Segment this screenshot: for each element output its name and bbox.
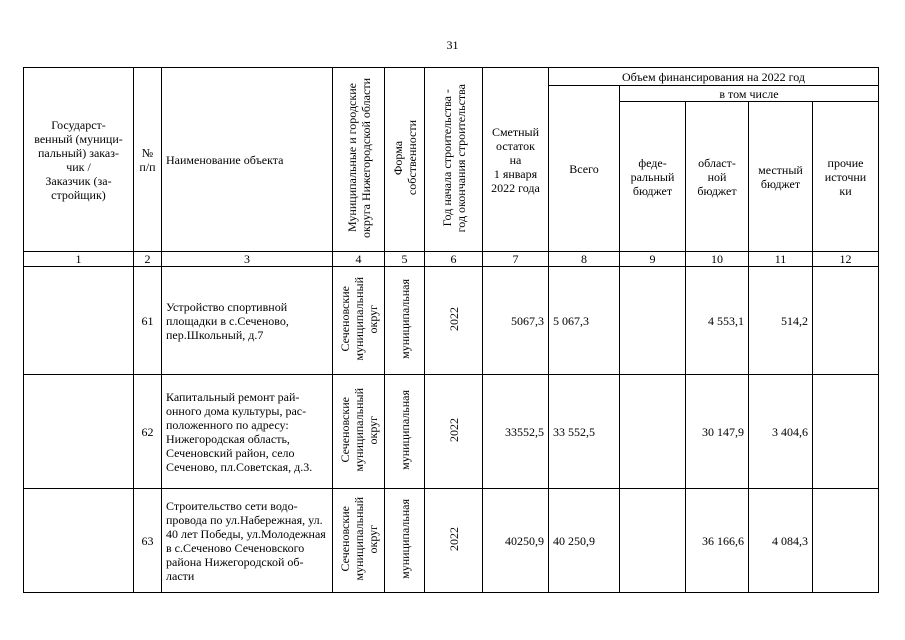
cell-municipality: Сеченовские муниципальный округ: [333, 489, 385, 593]
header-years: Год начала строительства - год окончания строительства: [425, 68, 483, 252]
cell-ownership: муниципальная: [385, 267, 425, 375]
table-row: [24, 375, 879, 489]
cell-total: 33 552,5: [549, 375, 620, 489]
cell-other: [813, 375, 879, 489]
cell-num: 62: [134, 375, 162, 489]
page-number: 31: [446, 38, 459, 52]
cell-balance: 40250,9: [483, 489, 549, 593]
col-num: 7: [483, 252, 549, 267]
cell-regional: 36 166,6: [686, 489, 749, 593]
cell-years: 2022: [425, 267, 483, 375]
cell-local: 4 084,3: [749, 489, 813, 593]
cell-ownership: муниципальная: [385, 489, 425, 593]
cell-municipality: Сеченовские муниципальный округ: [333, 267, 385, 375]
header-other: прочие источни ки: [813, 102, 879, 252]
cell-municipality: Сеченовские муниципальный округ: [333, 375, 385, 489]
header-num: № п/п: [134, 68, 162, 252]
cell-object-name: Строительство сети водо-провода по ул.Набережная, ул. 40 лет Победы, ул.Молодежная в с.Сеченово Сеченовского района Нижегородской об-ласти: [162, 489, 333, 593]
header-object-name: Наименование объекта: [162, 68, 333, 252]
cell-num: 63: [134, 489, 162, 593]
col-num: 8: [549, 252, 620, 267]
cell-num: 61: [134, 267, 162, 375]
col-num: 6: [425, 252, 483, 267]
header-federal: феде- ральный бюджет: [620, 102, 686, 252]
cell-ownership: муниципальная: [385, 375, 425, 489]
col-num: 4: [333, 252, 385, 267]
cell-years: 2022: [425, 375, 483, 489]
cell-regional: 4 553,1: [686, 267, 749, 375]
cell-object-name: Капитальный ремонт рай-онного дома культуры, рас-положенного по адресу: Нижегородская область, Сеченовский район, село Сеченово, пл.Советская, д.3.: [162, 375, 333, 489]
header-including: в том числе: [620, 86, 879, 102]
header-local: местный бюджет: [749, 102, 813, 252]
table-row: [24, 489, 879, 593]
header-funding-group: Объем финансирования на 2022 год: [549, 68, 879, 86]
cell-federal: [620, 489, 686, 593]
cell-years: 2022: [425, 489, 483, 593]
col-num: 11: [749, 252, 813, 267]
header-customer: Государст- венный (муници- пальный) заказ- чик / Заказчик (за- стройщик): [24, 68, 134, 252]
col-num: 10: [686, 252, 749, 267]
cell-total: 40 250,9: [549, 489, 620, 593]
header-ownership: Форма собственности: [385, 68, 425, 252]
cell-balance: 33552,5: [483, 375, 549, 489]
col-num: 3: [162, 252, 333, 267]
col-num: 1: [24, 252, 134, 267]
cell-other: [813, 267, 879, 375]
cell-object-name: Устройство спортивной площадки в с.Сеченово, пер.Школьный, д.7: [162, 267, 333, 375]
cell-other: [813, 489, 879, 593]
cell-balance: 5067,3: [483, 267, 549, 375]
header-regional: област- ной бюджет: [686, 102, 749, 252]
col-num: 9: [620, 252, 686, 267]
cell-customer: [24, 375, 134, 489]
col-num: 5: [385, 252, 425, 267]
cell-federal: [620, 375, 686, 489]
cell-regional: 30 147,9: [686, 375, 749, 489]
col-num: 12: [813, 252, 879, 267]
cell-total: 5 067,3: [549, 267, 620, 375]
cell-local: 514,2: [749, 267, 813, 375]
header-total: Всего: [549, 86, 620, 252]
cell-customer: [24, 267, 134, 375]
financing-table: [23, 67, 879, 593]
cell-customer: [24, 489, 134, 593]
cell-local: 3 404,6: [749, 375, 813, 489]
header-balance: Сметный остаток на 1 января 2022 года: [483, 68, 549, 252]
table-row: [24, 267, 879, 375]
header-municipality: Муниципальные и городские округа Нижегородской области: [333, 68, 385, 252]
col-num: 2: [134, 252, 162, 267]
cell-federal: [620, 267, 686, 375]
column-numbers-row: [24, 252, 879, 267]
